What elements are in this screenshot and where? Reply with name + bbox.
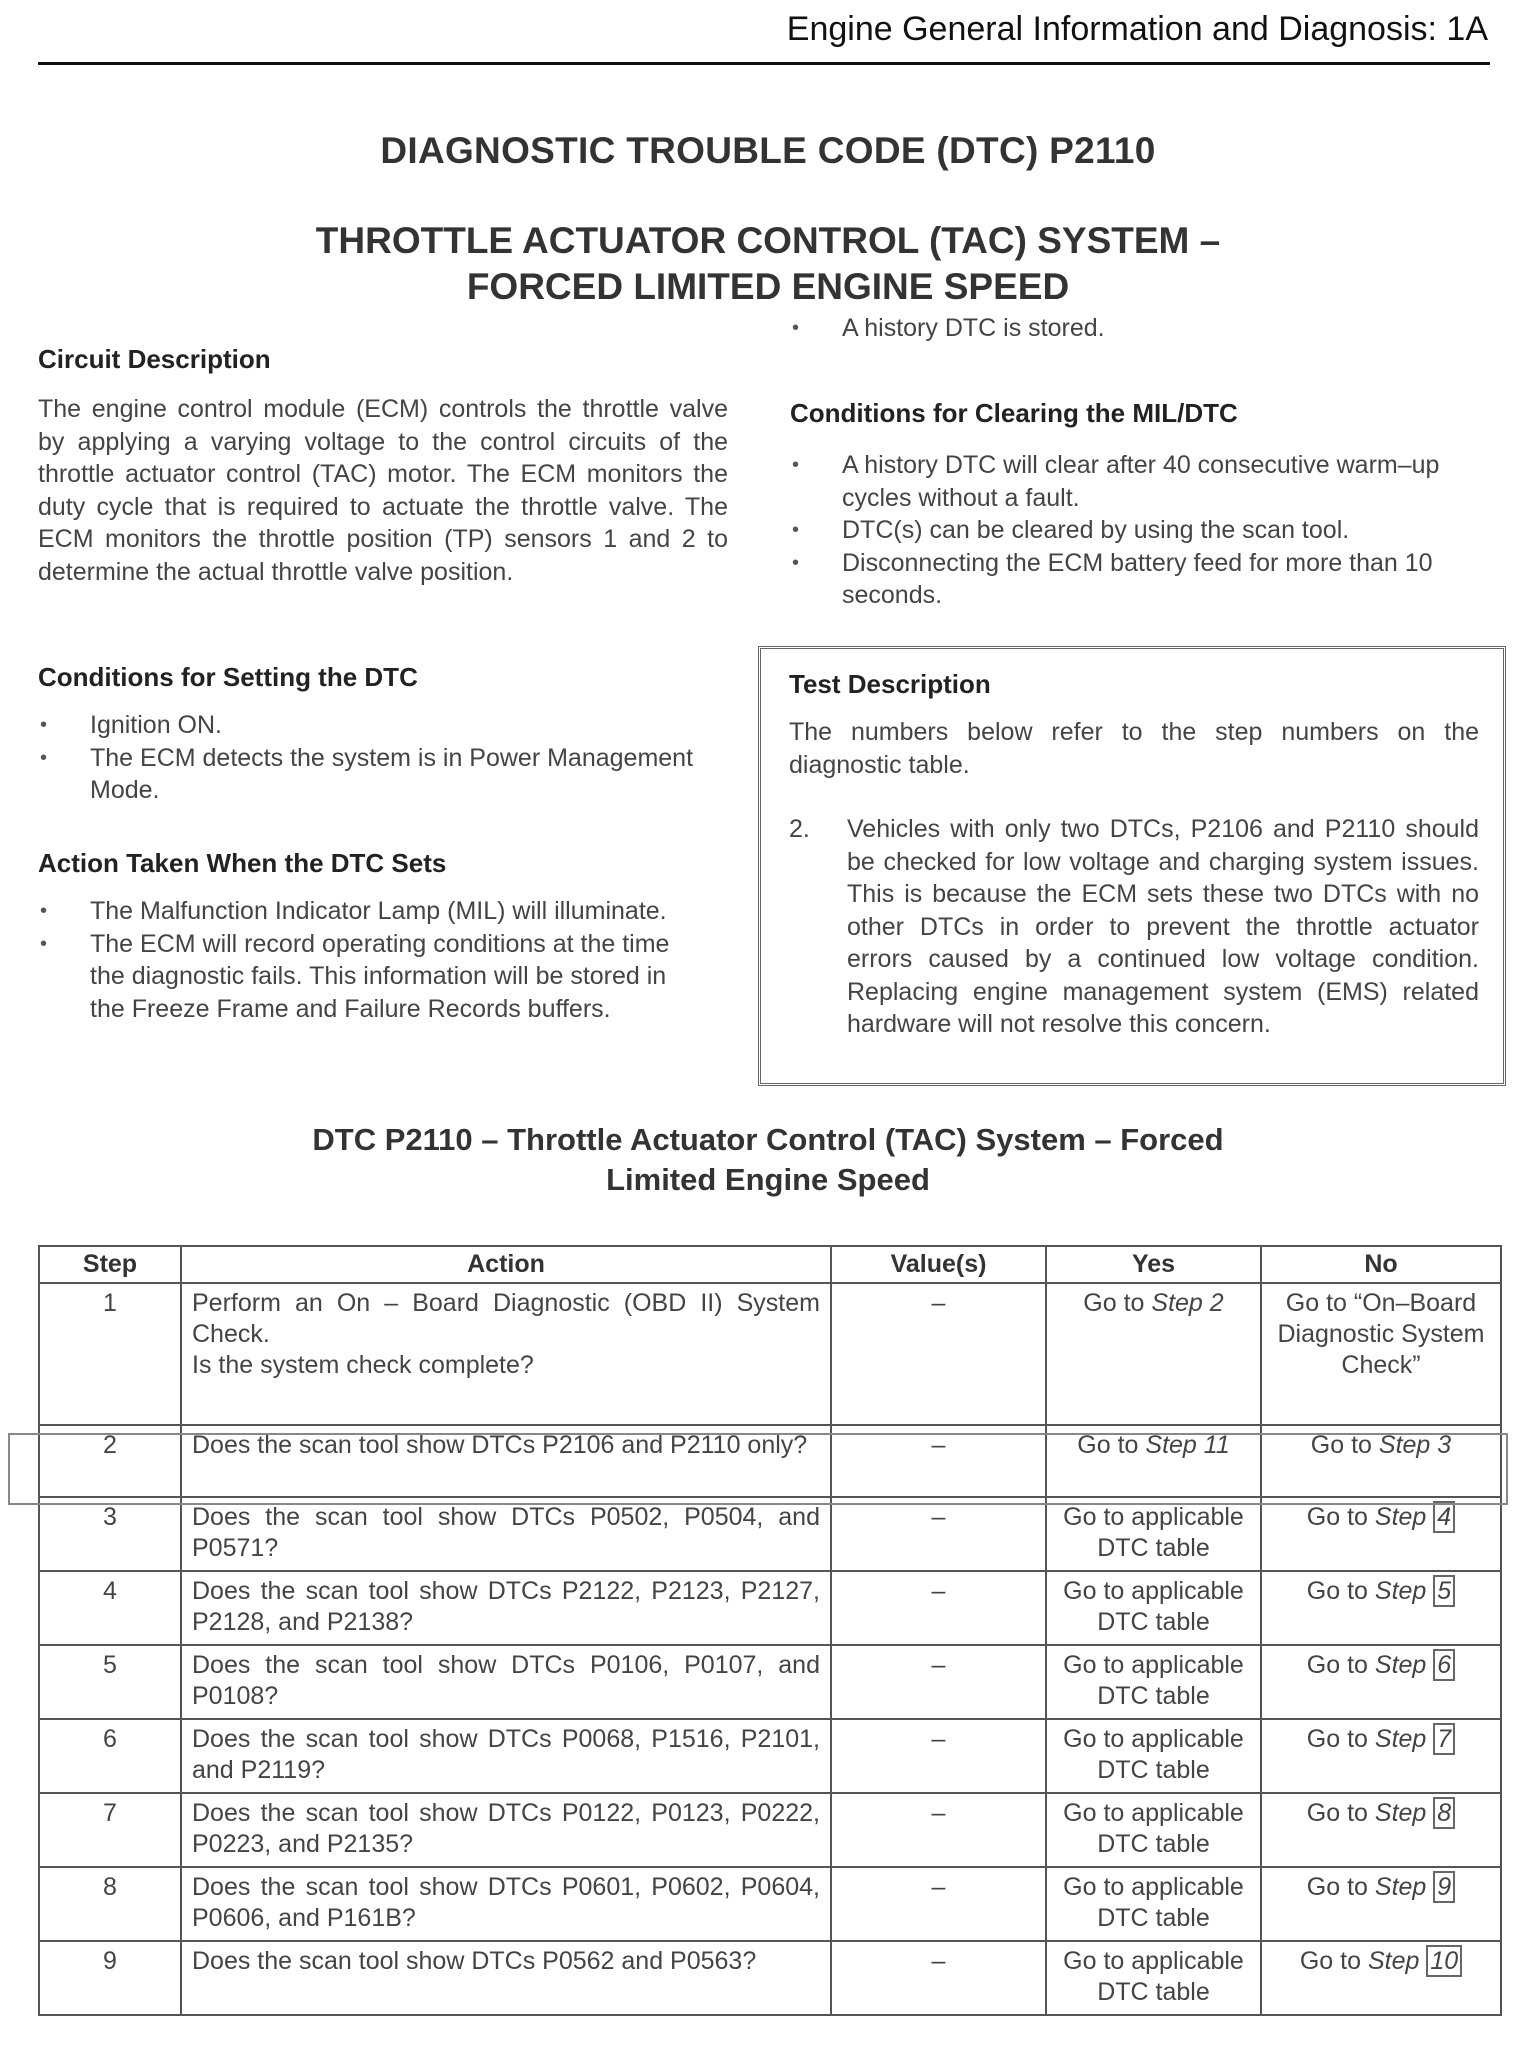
step-link[interactable]: Step 3 (1378, 1431, 1452, 1459)
bullet-icon: • (792, 317, 800, 339)
list-item: • The Malfunction Indicator Lamp (MIL) will illuminate. (38, 895, 688, 928)
table-row (39, 1497, 1501, 1571)
action-cell: Does the scan tool show DTCs P0502, P0504, and P0571? (181, 1497, 831, 1571)
yes-cell[interactable]: Go to applicable DTC table (1046, 1497, 1261, 1571)
list-item: • A history DTC is stored. (790, 312, 1490, 345)
action-cell: Does the scan tool show DTCs P0106, P0107, and P0108? (181, 1645, 831, 1719)
action-taken-heading: Action Taken When the DTC Sets (38, 848, 447, 878)
list-item: • The ECM detects the system is in Power Management Mode. (40, 743, 694, 804)
step-cell: 8 (39, 1867, 181, 1941)
step-link[interactable]: 9 (1433, 1871, 1455, 1903)
table-row (39, 1425, 1501, 1497)
circuit-description-text: The engine control module (ECM) controls the throttle valve by applying a varying voltage to the control circuits of the throttle actuator control (TAC) motor. The ECM monitors the duty cycle that is required to actuate the throttle valve. The ECM monitors the throttle position (TP) sensors 1 and 2 to determine the actual throttle valve position. (38, 395, 728, 586)
yes-cell[interactable]: Go to applicable DTC table (1046, 1571, 1261, 1645)
action-taken-list (38, 895, 688, 1025)
subtitle-line-2: FORCED LIMITED ENGINE SPEED (466, 266, 1070, 307)
list-item: • Ignition ON. (38, 709, 728, 742)
step-link[interactable]: 10 (1426, 1945, 1462, 1977)
header-rule (38, 62, 1490, 65)
action-cell: Does the scan tool show DTCs P0068, P1516, P2101, and P2119? (181, 1719, 831, 1793)
yes-cell[interactable]: Go to applicable DTC table (1046, 1645, 1261, 1719)
value-cell: – (831, 1571, 1046, 1645)
step-link[interactable]: 5 (1433, 1575, 1455, 1607)
conditions-setting-list (38, 709, 728, 807)
step-cell: 1 (39, 1283, 181, 1425)
no-cell: Go to Step 4 (1261, 1497, 1501, 1571)
bullet-icon: • (40, 932, 48, 955)
diagnostic-table (38, 1245, 1502, 2016)
yes-cell: Go to Step 11 (1046, 1425, 1261, 1497)
table-title-line-2: Limited Engine Speed (606, 1162, 930, 1197)
no-cell: Go to Step 9 (1261, 1867, 1501, 1941)
conditions-setting-heading: Conditions for Setting the DTC (38, 662, 418, 692)
conditions-clearing-section (790, 398, 1490, 612)
value-cell: – (831, 1283, 1046, 1425)
step-link[interactable]: 4 (1433, 1501, 1455, 1533)
action-cell: Does the scan tool show DTCs P0601, P0602, P0604, P0606, and P161B? (181, 1867, 831, 1941)
step-cell: 3 (39, 1497, 181, 1571)
value-cell: – (831, 1793, 1046, 1867)
list-item: • A history DTC will clear after 40 consecutive warm–up cycles without a fault. (792, 451, 1440, 512)
value-cell: – (831, 1645, 1046, 1719)
step-cell: 2 (39, 1425, 181, 1497)
step-link[interactable]: Go to “On–Board Diagnostic System Check” (1277, 1289, 1485, 1379)
test-description-intro: The numbers below refer to the step numbers on the diagnostic table. (789, 718, 1479, 779)
action-taken-continued (790, 312, 1490, 345)
column-header-values: Value(s) (831, 1246, 1046, 1283)
table-row (39, 1719, 1501, 1793)
column-header-action: Action (181, 1246, 831, 1283)
bullet-icon: • (792, 454, 800, 476)
action-cell: Perform an On – Board Diagnostic (OBD II) System Check. Is the system check complete? (181, 1283, 831, 1425)
test-description-box (758, 646, 1506, 1086)
bullet-icon: • (40, 900, 48, 922)
page-title: DIAGNOSTIC TROUBLE CODE (DTC) P2110 (380, 130, 1156, 171)
table-header-row (39, 1246, 1501, 1283)
subtitle-line-1: THROTTLE ACTUATOR CONTROL (TAC) SYSTEM – (315, 220, 1221, 261)
step-cell: 7 (39, 1793, 181, 1867)
circuit-description-section (38, 344, 728, 588)
table-row (39, 1793, 1501, 1867)
table-row (39, 1941, 1501, 2015)
step-link[interactable]: 6 (1433, 1649, 1455, 1681)
list-item: • DTC(s) can be cleared by using the scan tool. (790, 514, 1490, 547)
no-cell: Go to Step 8 (1261, 1793, 1501, 1867)
circuit-description-heading: Circuit Description (38, 344, 271, 374)
no-cell: Go to Step 7 (1261, 1719, 1501, 1793)
value-cell: – (831, 1867, 1046, 1941)
yes-cell[interactable]: Go to applicable DTC table (1046, 1719, 1261, 1793)
value-cell: – (831, 1497, 1046, 1571)
step-link[interactable]: Step 2 (1151, 1289, 1224, 1317)
step-link[interactable]: 8 (1433, 1797, 1455, 1829)
conditions-clearing-list (790, 449, 1490, 612)
yes-cell: Go to Step 2 (1046, 1283, 1261, 1425)
action-cell: Does the scan tool show DTCs P0122, P0123, P0222, P0223, and P2135? (181, 1793, 831, 1867)
action-taken-section (38, 848, 728, 1025)
no-cell: Go to Step 5 (1261, 1571, 1501, 1645)
conditions-clearing-heading: Conditions for Clearing the MIL/DTC (790, 398, 1238, 428)
test-description-list (789, 813, 1479, 1041)
column-header-no: No (1261, 1246, 1501, 1283)
table-row (39, 1645, 1501, 1719)
yes-cell[interactable]: Go to applicable DTC table (1046, 1867, 1261, 1941)
step-cell: 9 (39, 1941, 181, 2015)
yes-cell[interactable]: Go to applicable DTC table (1046, 1793, 1261, 1867)
conditions-setting-section (38, 662, 728, 807)
list-item: • Disconnecting the ECM battery feed for more than 10 seconds. (792, 548, 1433, 609)
bullet-icon: • (792, 551, 800, 574)
bullet-icon: • (40, 714, 48, 736)
value-cell: – (831, 1941, 1046, 2015)
yes-cell[interactable]: Go to applicable DTC table (1046, 1941, 1261, 2015)
no-cell (1261, 1283, 1501, 1425)
bullet-icon: • (40, 746, 48, 769)
action-cell: Does the scan tool show DTCs P2122, P2123, P2127, P2128, and P2138? (181, 1571, 831, 1645)
table-title-line-1: DTC P2110 – Throttle Actuator Control (TAC) System – Forced (312, 1122, 1224, 1157)
step-cell: 5 (39, 1645, 181, 1719)
header-title: Engine General Information and Diagnosis: 1A (786, 10, 1488, 48)
list-item: 2. Vehicles with only two DTCs, P2106 and P2110 should be checked for low voltage and charging system issues. This is because the ECM sets these two DTCs with no other DTCs in order to prevent the throttle actuator errors caused by a continued low voltage condition. Replacing engine management system (EMS) related hardware will not resolve this concern. (789, 815, 1479, 1038)
step-cell: 6 (39, 1719, 181, 1793)
list-item: • The ECM will record operating conditions at the time the diagnostic fails. This information will be stored in the Freeze Frame and Failure Records buffers. (40, 929, 670, 1023)
action-taken-list-continued (790, 312, 1490, 345)
step-link[interactable]: 7 (1433, 1723, 1455, 1755)
table-row (39, 1571, 1501, 1645)
bullet-icon: • (792, 519, 800, 541)
table-row (39, 1283, 1501, 1425)
column-header-yes: Yes (1046, 1246, 1261, 1283)
column-header-step: Step (39, 1246, 181, 1283)
action-cell: Does the scan tool show DTCs P2106 and P2110 only? (181, 1425, 831, 1497)
action-cell: Does the scan tool show DTCs P0562 and P0563? (181, 1941, 831, 2015)
test-description-heading: Test Description (789, 669, 991, 699)
step-cell: 4 (39, 1571, 181, 1645)
no-cell: Go to Step 3 (1261, 1425, 1501, 1497)
table-row (39, 1867, 1501, 1941)
no-cell: Go to Step 6 (1261, 1645, 1501, 1719)
step-link[interactable]: Step 11 (1145, 1431, 1230, 1459)
value-cell: – (831, 1719, 1046, 1793)
value-cell: – (831, 1425, 1046, 1497)
no-cell: Go to Step 10 (1261, 1941, 1501, 2015)
